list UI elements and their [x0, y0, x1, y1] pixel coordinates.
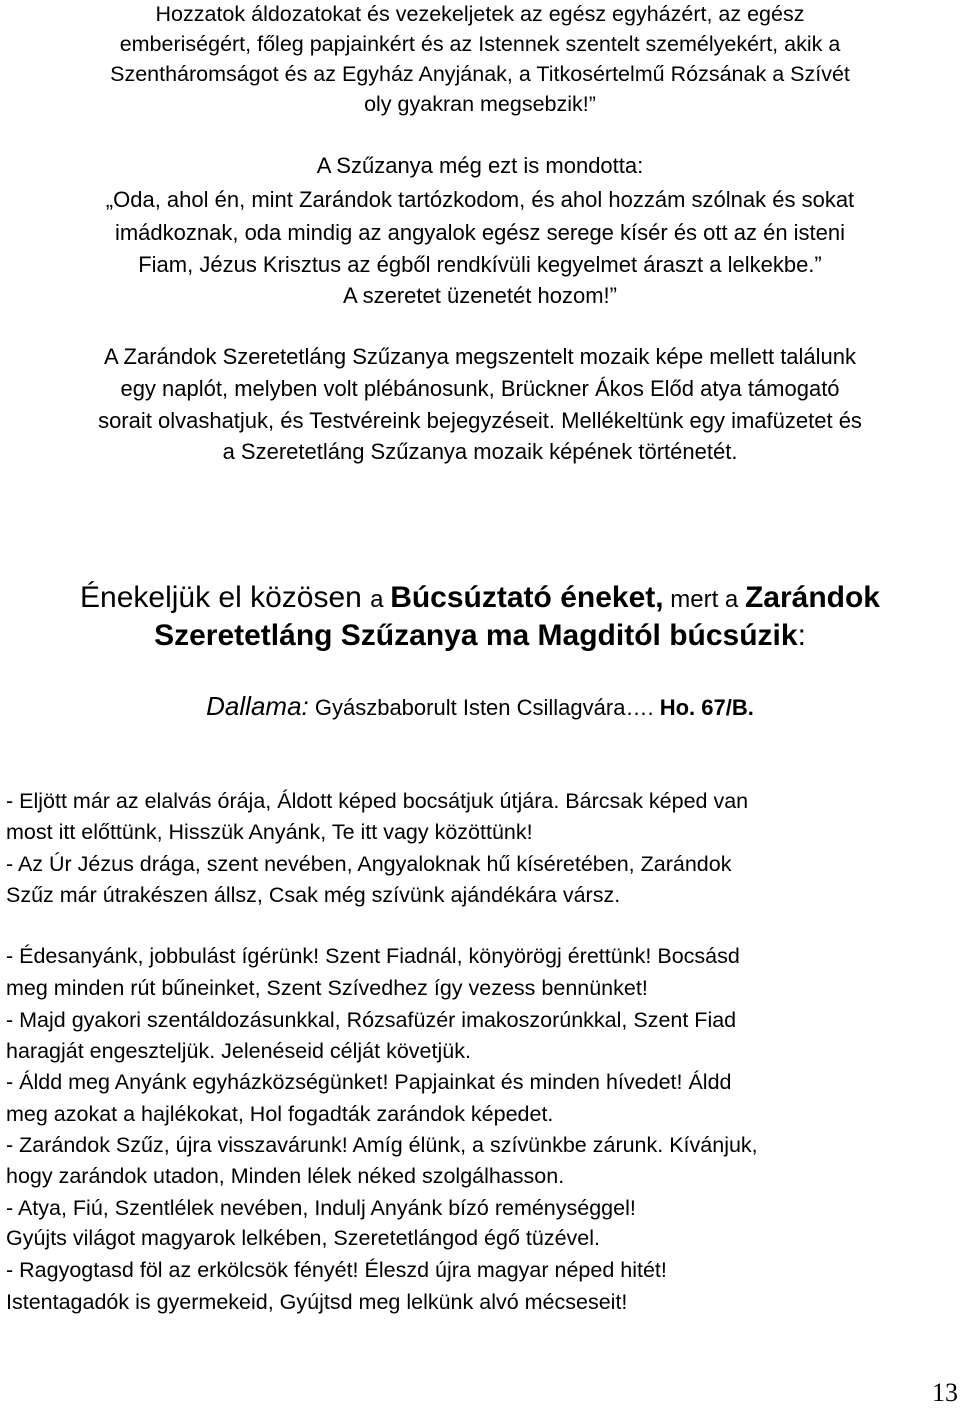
text-line: A Szűzanya még ezt is mondotta:: [316, 153, 644, 178]
text-line: A szeretet üzenetét hozom!”: [343, 283, 617, 308]
text-line: A Zarándok Szeretetláng Szűzanya megszentelt mozaik képe mellett találunk: [103, 344, 857, 369]
text-line: Fiam, Jézus Krisztus az égből rendkívüli kegyelmet áraszt a lelkekbe.”: [138, 252, 822, 277]
lyric-line: meg azokat a hajlékokat, Hol fogadták zarándok képedet.: [6, 1102, 554, 1126]
page-number: 13: [932, 1378, 958, 1407]
text-line: Hozzatok áldozatokat és vezekeljetek az egész egyházért, az egész: [155, 2, 805, 26]
lyric-line: - Zarándok Szűz, újra visszavárunk! Amíg élünk, a szívünkbe zárunk. Kívánjuk,: [6, 1133, 758, 1157]
lyric-line: Szűz már útrakészen állsz, Csak még szívünk ajándékára vársz.: [6, 883, 621, 907]
text-line: oly gyakran megsebzik!”: [364, 92, 596, 116]
lyric-line: most itt előttünk, Hisszük Anyánk, Te itt vagy közöttünk!: [6, 820, 533, 844]
text-line: sorait olvashatjuk, és Testvéreink bejegyzéseit. Mellékeltünk egy imafüzetet és: [98, 408, 862, 433]
melody-title: Gyászbaborult Isten Csillagvára….: [308, 695, 660, 720]
lyric-line: - Atya, Fiú, Szentlélek nevében, Indulj Anyánk bízó reménységgel!: [6, 1196, 636, 1220]
melody-ref: Ho. 67/B.: [659, 695, 754, 720]
text-line: egy naplót, melyben volt plébánosunk, Brückner Ákos Előd atya támogató: [120, 376, 840, 401]
melody-label: Dallama:: [206, 691, 309, 721]
lyric-line: - Majd gyakori szentáldozásunkkal, Rózsafüzér imakoszorúnkkal, Szent Fiad: [6, 1008, 737, 1032]
lyric-line: Gyújts világot magyarok lelkében, Szeretetlángod égő tüzével.: [6, 1226, 600, 1250]
lyric-line: - Ragyogtasd föl az erkölcsök fényét! Éleszd újra magyar néped hitét!: [6, 1258, 667, 1282]
melody-line: [0, 688, 960, 726]
text-line: emberiségért, főleg papjainkért és az Istennek szentelt személyekért, akik a: [119, 32, 841, 56]
text-line: imádkoznak, oda mindig az angyalok egész serege kísér és ott az én isteni: [114, 220, 846, 245]
heading-line-1: Énekeljük el közösen a Búcsúztató éneket, mert a Zarándok: [80, 581, 880, 614]
lyric-line: hogy zarándok utadon, Minden lélek néked szolgálhasson.: [6, 1164, 565, 1188]
lyric-line: - Az Úr Jézus drága, szent nevében, Angyaloknak hű kíséretében, Zarándok: [6, 852, 732, 876]
lyric-line: - Áldd meg Anyánk egyházközségünket! Papjainkat és minden hívedet! Áldd: [6, 1070, 732, 1094]
text-line: a Szeretetláng Szűzanya mozaik képének történetét.: [222, 439, 738, 464]
text-line: „Oda, ahol én, mint Zarándok tartózkodom, és ahol hozzám szólnak és sokat: [105, 187, 855, 212]
heading-line-2: Szeretetláng Szűzanya ma Magditól búcsúzik:: [154, 619, 806, 652]
lyric-line: meg minden rút bűneinket, Szent Szívedhez így vezess bennünket!: [6, 976, 648, 1000]
text-line: Szentháromságot és az Egyház Anyjának, a Titkosértelmű Rózsának a Szívét: [110, 62, 850, 86]
lyric-line: haragját engeszteljük. Jelenéseid célját követjük.: [6, 1039, 471, 1063]
lyric-line: Istentagadók is gyermekeid, Gyújtsd meg lelkünk alvó mécseseit!: [6, 1290, 628, 1314]
lyric-line: - Édesanyánk, jobbulást ígérünk! Szent Fiadnál, könyörögj érettünk! Bocsásd: [6, 944, 740, 968]
lyric-line: - Eljött már az elalvás órája, Áldott képed bocsátjuk útjára. Bárcsak képed van: [6, 789, 749, 813]
